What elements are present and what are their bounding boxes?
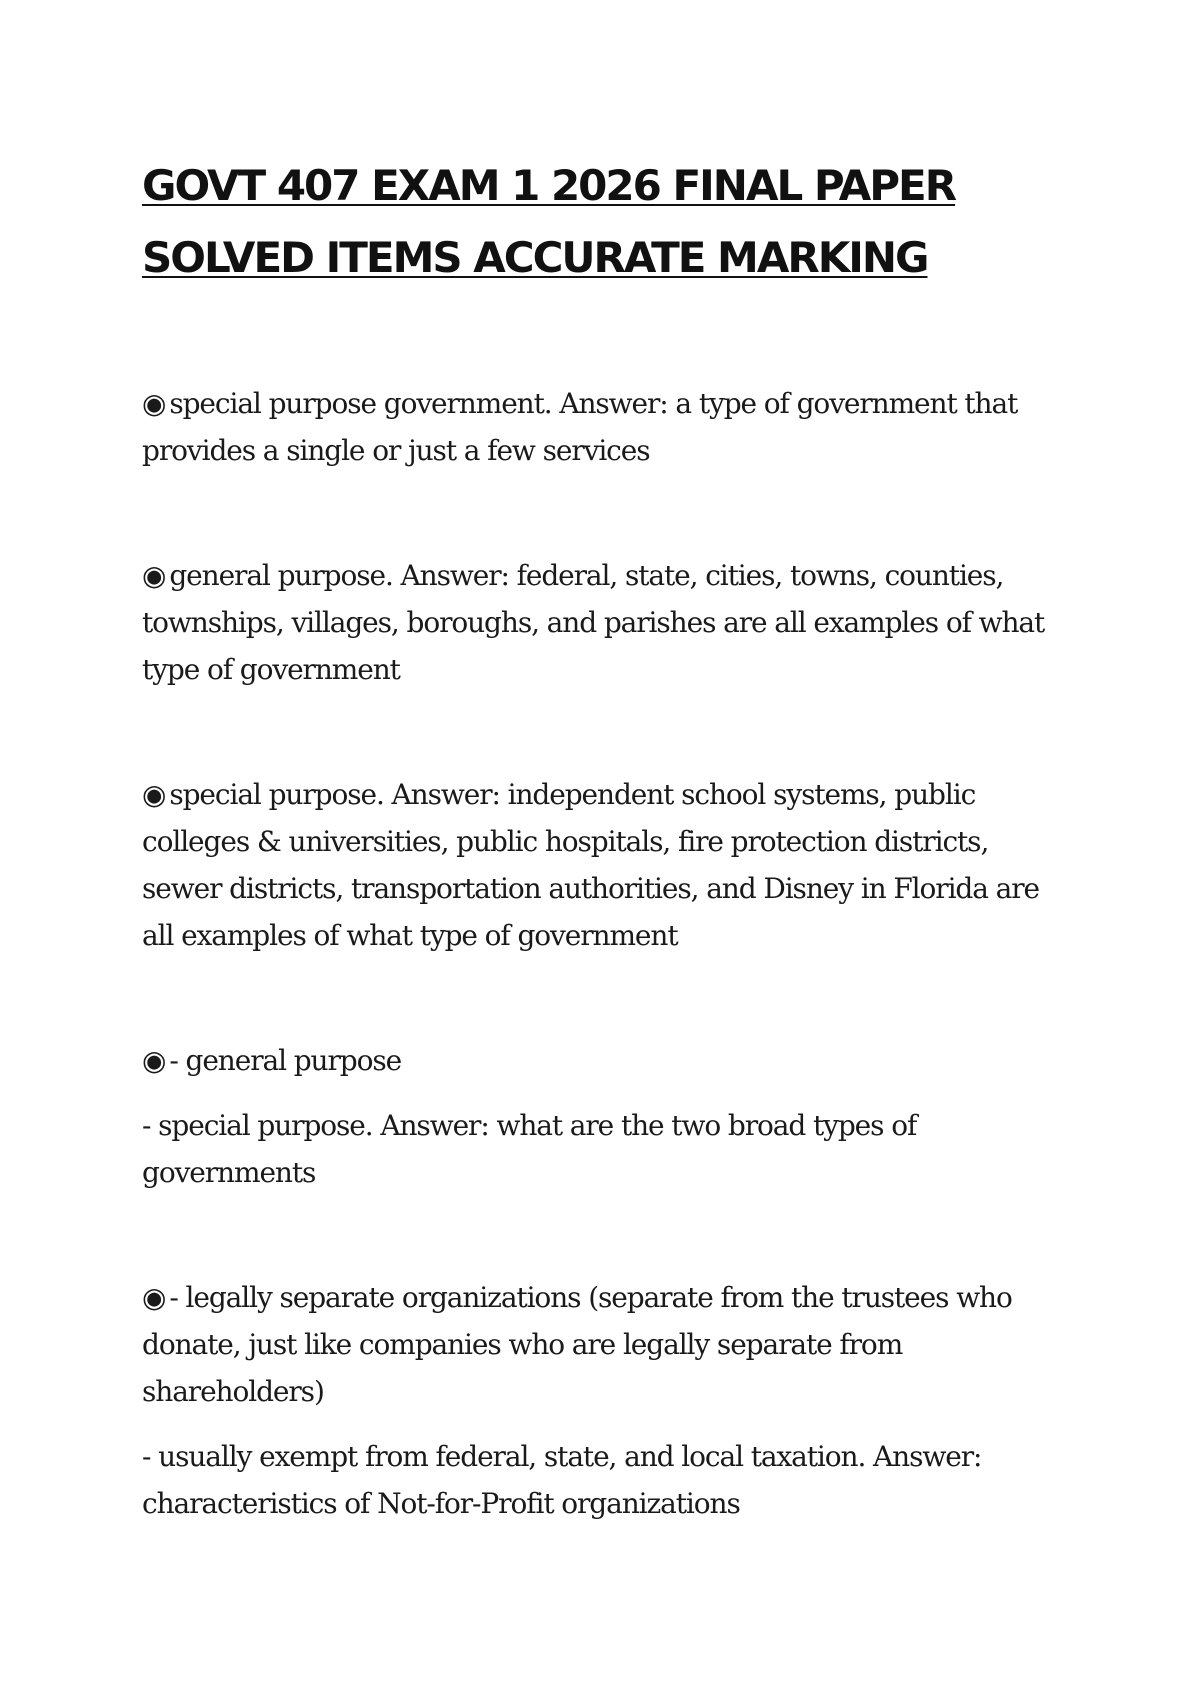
radio-bullet-icon: ◉ (142, 559, 166, 592)
entry-text (142, 552, 1062, 693)
entry-text (142, 1102, 1062, 1196)
entry-text (142, 1433, 1062, 1527)
entry-line: - usually exempt from federal, state, and local taxation. Answer: characteristics of Not-for-Profit organizations (142, 1440, 982, 1520)
entry-line: special purpose. Answer: independent school systems, public colleges & universities, public hospitals, fire protection districts, sewer districts, transportation authorities, and Disney in Florida are all examples of what type of government (142, 778, 1039, 952)
entry-text (142, 1037, 1062, 1084)
entry-line: - legally separate organizations (separate from the trustees who donate, just like companies who are legally separate from shareholders) (142, 1281, 1012, 1408)
radio-bullet-icon: ◉ (142, 1281, 166, 1314)
qa-entry-not-for-profit (142, 1274, 1062, 1527)
entry-text (142, 1274, 1062, 1415)
qa-entry-general-purpose (142, 552, 1062, 693)
qa-entry-two-broad-types (142, 1037, 1062, 1196)
qa-entry-special-purpose-examples (142, 771, 1062, 959)
qa-entry-special-purpose-government (142, 380, 1062, 474)
entry-text (142, 380, 1062, 474)
entry-line: special purpose government. Answer: a type of government that provides a single or just a few services (142, 387, 1018, 467)
entry-line: - general purpose (169, 1044, 402, 1077)
entry-line: - special purpose. Answer: what are the two broad types of governments (142, 1109, 917, 1189)
radio-bullet-icon: ◉ (142, 1044, 166, 1077)
entry-line: general purpose. Answer: federal, state, cities, towns, counties, townships, villages, boroughs, and parishes are all examples of what type of government (142, 559, 1045, 686)
entry-text (142, 771, 1062, 959)
radio-bullet-icon: ◉ (142, 387, 166, 420)
radio-bullet-icon: ◉ (142, 778, 166, 811)
document-page (142, 150, 1062, 1605)
document-title: GOVT 407 EXAM 1 2026 FINAL PAPER SOLVED ITEMS ACCURATE MARKING (142, 161, 956, 282)
